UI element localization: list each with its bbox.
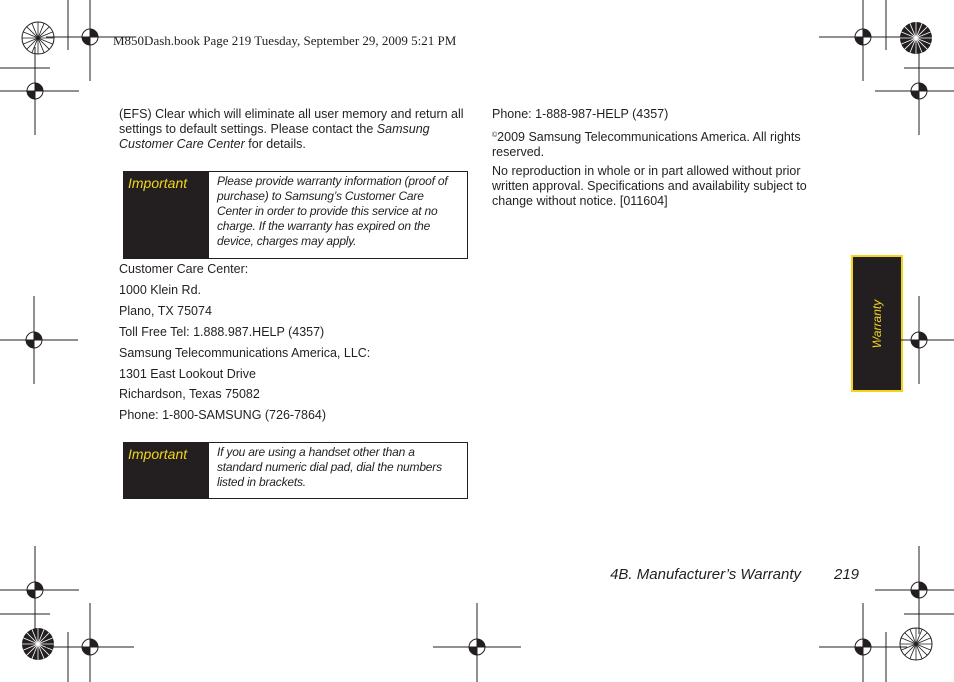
registration-mark <box>819 603 907 682</box>
registration-mark <box>46 0 134 81</box>
footer-section-title: 4B. Manufacturer’s Warranty <box>610 566 801 583</box>
intro-after: for details. <box>244 137 306 151</box>
registration-mark <box>0 546 79 634</box>
registration-mark <box>0 47 79 135</box>
book-header: M850Dash.book Page 219 Tuesday, September 29, 2009 5:21 PM <box>113 33 457 48</box>
registration-mark <box>819 0 907 81</box>
important-label: Important <box>124 172 209 258</box>
address-line: 1000 Klein Rd. <box>119 283 202 297</box>
starburst-mark <box>22 628 54 660</box>
starburst-mark <box>900 22 932 54</box>
registration-mark <box>875 546 954 634</box>
address-line: Samsung Telecommunications America, LLC: <box>119 346 371 360</box>
registration-mark <box>46 603 134 682</box>
copyright-text: 2009 Samsung Telecommunications America. All rights reserved. <box>492 130 801 159</box>
starburst-mark <box>22 22 54 54</box>
address-line: Toll Free Tel: 1.888.987.HELP (4357) <box>119 325 325 339</box>
important-label: Important <box>124 443 209 498</box>
address-line: 1301 East Lookout Drive <box>119 367 256 381</box>
intro-emphasis: Samsung Customer Care Center <box>119 122 430 151</box>
registration-mark <box>875 47 954 135</box>
reproduction-notice: No reproduction in whole or in part allowed without prior written approval. Specifications and availability subject to change without notice. [011604] <box>492 164 807 208</box>
address-line: Plano, TX 75074 <box>119 304 212 318</box>
intro-before: (EFS) Clear which will eliminate all user memory and return all settings to default settings. Please contact the <box>119 107 464 136</box>
registration-mark <box>875 296 954 384</box>
registration-mark <box>433 603 521 682</box>
phone-line: Phone: 1-888-987-HELP (4357) <box>492 107 669 121</box>
address-line: Phone: 1-800-SAMSUNG (726-7864) <box>119 408 327 422</box>
address-line: Richardson, Texas 75082 <box>119 387 260 401</box>
starburst-mark <box>900 628 932 660</box>
registration-mark <box>0 296 78 384</box>
copyright-symbol: © <box>492 132 498 139</box>
address-line: Customer Care Center: <box>119 262 249 276</box>
important-text: If you are using a handset other than a standard numeric dial pad, dial the numbers listed in brackets. <box>217 445 442 489</box>
important-text: Please provide warranty information (proof of purchase) to Samsung’s Customer Care Center in order to provide this service at no charge. If the warranty has expired on the device, charges may apply. <box>217 174 448 248</box>
side-tab-label: Warranty <box>870 299 884 348</box>
footer-page-number: 219 <box>834 566 860 583</box>
